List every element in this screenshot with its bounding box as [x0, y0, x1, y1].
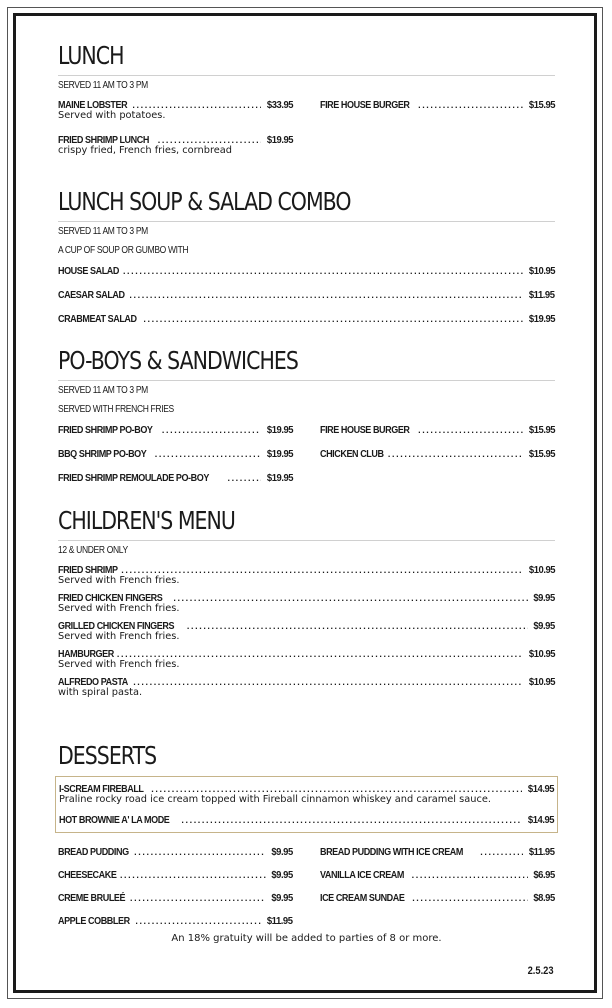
section-soup-salad — [58, 186, 555, 345]
menu-item — [58, 442, 293, 466]
item-price: $19.95 — [266, 424, 293, 436]
item-name: FRIED SHRIMP PO-BOY — [58, 424, 153, 436]
item-name: APPLE COBBLER — [58, 915, 130, 927]
menu-item — [58, 588, 555, 608]
dot-leader — [173, 588, 528, 608]
dot-leader — [134, 841, 266, 864]
dot-leader — [130, 887, 266, 910]
menu-item — [58, 910, 293, 933]
menu-item — [320, 419, 555, 442]
dot-leader — [143, 307, 522, 331]
item-description: with spiral pasta. — [58, 687, 143, 698]
gratuity-note: An 18% gratuity will be added to parties of 8 or more. — [171, 933, 442, 944]
menu-item — [58, 616, 555, 636]
menu-item — [58, 95, 293, 115]
section-title: LUNCH SOUP & SALAD COMBO — [58, 187, 351, 216]
item-description: crispy fried, French fries, cornbread — [58, 145, 233, 156]
item-name: FIRE HOUSE BURGER — [320, 424, 410, 436]
item-description: Praline rocky road ice cream topped with Fireball cinnamon whiskey and caramel sauce. — [59, 794, 491, 805]
section-note: A CUP OF SOUP OR GUMBO WITH — [58, 245, 189, 256]
item-price: $11.95 — [529, 289, 555, 301]
section-lunch — [58, 40, 555, 186]
right-column — [320, 841, 555, 933]
section-title: LUNCH — [58, 41, 124, 70]
item-name: GRILLED CHICKEN FINGERS — [58, 620, 175, 632]
item-name: CREME BRULEÉ — [58, 892, 126, 904]
item-price: $33.95 — [266, 99, 293, 111]
children-items — [58, 560, 555, 699]
item-price: $19.95 — [266, 134, 293, 146]
dot-leader — [412, 864, 529, 887]
item-price: $10.95 — [528, 564, 555, 576]
item-name: CRABMEAT SALAD — [58, 313, 137, 325]
menu-item — [58, 864, 293, 887]
item-name: ICE CREAM SUNDAE — [320, 892, 405, 904]
menu-item — [58, 466, 293, 490]
menu-item — [58, 841, 293, 864]
item-name: HOT BROWNIE A' LA MODE — [59, 814, 170, 826]
item-columns — [58, 95, 555, 157]
item-price: $19.95 — [528, 313, 555, 325]
item-columns — [58, 841, 555, 933]
menu-item — [58, 419, 293, 442]
item-name: FRIED SHRIMP REMOULADE PO-BOY — [58, 472, 209, 484]
item-name: BREAD PUDDING WITH ICE CREAM — [320, 846, 463, 858]
item-price: $19.95 — [266, 472, 293, 484]
item-price: $10.95 — [528, 676, 555, 688]
item-price: $9.95 — [271, 869, 293, 881]
left-column — [58, 419, 293, 490]
dot-leader — [120, 864, 266, 887]
menu-item — [320, 95, 555, 115]
featured-desserts-box — [55, 776, 558, 833]
item-description: Served with French fries. — [58, 631, 180, 642]
left-column — [58, 841, 293, 933]
dot-leader — [418, 95, 523, 115]
section-desserts — [58, 740, 555, 933]
dot-leader — [480, 841, 523, 864]
item-description: Served with potatoes. — [58, 110, 166, 121]
item-price: $9.95 — [271, 892, 293, 904]
item-name: FRIED SHRIMP LUNCH — [58, 134, 149, 146]
version-code: 2.5.23 — [527, 965, 554, 977]
dot-leader — [129, 283, 523, 307]
item-price: $11.95 — [267, 915, 293, 927]
item-price: $11.95 — [529, 846, 555, 858]
right-column — [320, 95, 555, 157]
item-name: FRIED CHICKEN FINGERS — [58, 592, 163, 604]
section-note: SERVED WITH FRENCH FRIES — [58, 404, 174, 415]
dot-leader — [121, 560, 523, 580]
menu-item — [320, 864, 555, 887]
dot-leader — [162, 419, 261, 442]
item-price: $10.95 — [528, 648, 555, 660]
item-name: CHEESECAKE — [58, 869, 117, 881]
section-note: SERVED 11 AM TO 3 PM — [58, 80, 148, 91]
dot-leader — [412, 887, 528, 910]
item-price: $8.95 — [533, 892, 555, 904]
item-price: $6.95 — [533, 869, 555, 881]
dot-leader — [155, 442, 261, 466]
section-title: DESSERTS — [58, 741, 157, 770]
item-price: $14.95 — [527, 814, 554, 826]
item-name: I-SCREAM FIREBALL — [59, 783, 144, 795]
item-name: BREAD PUDDING — [58, 846, 129, 858]
dot-leader — [181, 810, 521, 830]
right-column — [320, 419, 555, 490]
item-price: $15.95 — [528, 448, 555, 460]
item-name: HOUSE SALAD — [58, 265, 120, 277]
menu-item — [58, 260, 555, 283]
dot-leader — [187, 616, 528, 636]
item-price: $14.95 — [527, 783, 554, 795]
section-note: SERVED 11 AM TO 3 PM — [58, 226, 148, 237]
menu-item — [320, 887, 555, 910]
item-name: HAMBURGER — [58, 648, 114, 660]
left-column — [58, 95, 293, 157]
item-price: $15.95 — [528, 424, 555, 436]
item-price: $10.95 — [528, 265, 555, 277]
section-title: PO-BOYS & SANDWICHES — [58, 346, 298, 375]
dot-leader — [388, 442, 523, 466]
item-price: $15.95 — [528, 99, 555, 111]
item-description: Served with French fries. — [58, 575, 180, 586]
menu-item — [59, 810, 554, 830]
section-poboys — [58, 345, 555, 505]
item-price: $9.95 — [533, 592, 555, 604]
section-title: CHILDREN'S MENU — [58, 506, 235, 535]
item-name: BBQ SHRIMP PO-BOY — [58, 448, 147, 460]
item-name: FIRE HOUSE BURGER — [320, 99, 410, 111]
item-name: ALFREDO PASTA — [58, 676, 128, 688]
item-name: MAINE LOBSTER — [58, 99, 128, 111]
menu-item — [320, 442, 555, 466]
item-description: Served with French fries. — [58, 603, 180, 614]
item-price: $19.95 — [266, 448, 293, 460]
dot-leader — [418, 419, 523, 442]
section-children — [58, 505, 555, 740]
item-price: $9.95 — [533, 620, 555, 632]
menu-item — [58, 283, 555, 307]
section-note: 12 & UNDER ONLY — [58, 545, 128, 556]
menu-content — [58, 40, 555, 933]
item-name: VANILLA ICE CREAM — [320, 869, 404, 881]
item-columns — [58, 419, 555, 490]
item-price: $9.95 — [271, 846, 293, 858]
item-name: CAESAR SALAD — [58, 289, 125, 301]
menu-item — [58, 887, 293, 910]
menu-item — [58, 307, 555, 331]
dot-leader — [227, 466, 260, 490]
dot-leader — [123, 260, 523, 283]
item-description: Served with French fries. — [58, 659, 180, 670]
item-name: FRIED SHRIMP — [58, 564, 118, 576]
menu-item — [320, 841, 555, 864]
dot-leader — [135, 910, 261, 933]
section-note: SERVED 11 AM TO 3 PM — [58, 385, 148, 396]
dot-leader — [133, 672, 523, 692]
item-name: CHICKEN CLUB — [320, 448, 384, 460]
